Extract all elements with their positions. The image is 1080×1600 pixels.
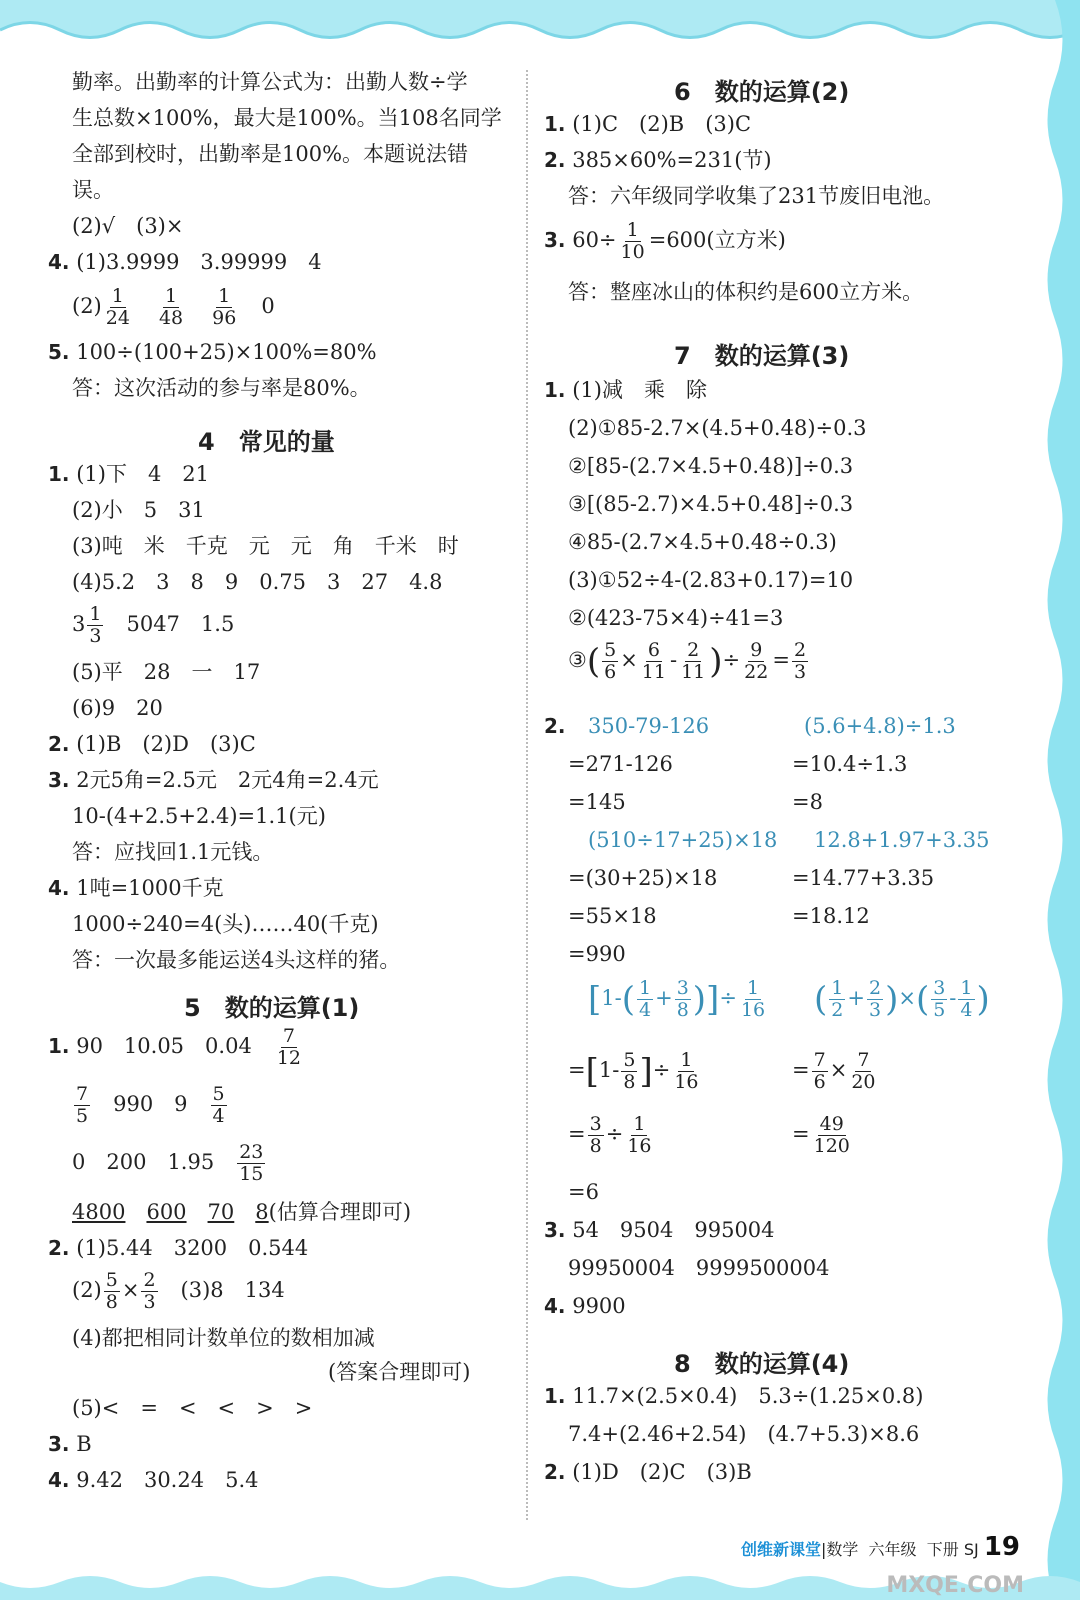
calc-problem: [1-( $\frac{1}{4}$ + $\frac{3}{8}$ )]÷ $\frac{1}{16}$ bbox=[588, 977, 766, 1021]
fraction: $\frac{5}{8}$ bbox=[105, 1269, 118, 1313]
answer-line: ④85-(2.7×4.5+0.48÷0.3) bbox=[568, 530, 837, 554]
calc-problem: 350-79-126 bbox=[588, 714, 710, 738]
answer-line: 4800 600 70 8(估算合理即可) bbox=[72, 1200, 412, 1224]
question-1 bbox=[48, 464, 209, 485]
fraction: $\frac{6}{11}$ bbox=[641, 639, 666, 683]
answer-text: B bbox=[76, 1432, 92, 1456]
question-number: 3. bbox=[544, 1218, 566, 1242]
answer-text: (1)3.9999 3.99999 4 bbox=[76, 250, 322, 274]
calc-step: = $\frac{7}{6}$ × $\frac{7}{20}$ bbox=[792, 1049, 876, 1093]
answer-line: 答：这次活动的参与率是80%。 bbox=[72, 376, 371, 400]
fraction: $\frac{1}{2}$ bbox=[831, 977, 844, 1021]
fraction: $\frac{9}{22}$ bbox=[744, 639, 769, 683]
question-3 bbox=[48, 770, 379, 791]
question-number: 4. bbox=[544, 1294, 566, 1318]
question-2 bbox=[48, 734, 256, 755]
fraction: $\frac{2}{3}$ bbox=[143, 1269, 156, 1313]
answer-text: 54 9504 995004 bbox=[572, 1218, 775, 1242]
question-4 bbox=[48, 1470, 258, 1491]
calc-step: =271-126 bbox=[568, 752, 673, 776]
section-title: 4 常见的量 bbox=[198, 428, 335, 456]
answer-line: (2)小 5 31 bbox=[72, 498, 205, 522]
brand-name: 创维新课堂 bbox=[740, 1540, 821, 1559]
answer-text: 9900 bbox=[572, 1294, 626, 1318]
answer-text: 1吨=1000千克 bbox=[76, 876, 224, 900]
fraction: $\frac{23}{15}$ bbox=[239, 1141, 264, 1185]
calc-step: =14.77+3.35 bbox=[792, 866, 935, 890]
question-number: 4. bbox=[48, 1468, 70, 1492]
answer-line: $\frac{7}{5}$ 990 9 $\frac{5}{4}$ bbox=[76, 1083, 225, 1127]
calc-step: =8 bbox=[792, 790, 823, 814]
answer-text: 100÷(100+25)×100%=80% bbox=[76, 340, 377, 364]
answer-line: 7.4+(2.46+2.54) (4.7+5.3)×8.6 bbox=[568, 1422, 920, 1446]
edition-label: SJ bbox=[963, 1540, 979, 1559]
text-line: 勤率。出勤率的计算公式为：出勤人数÷学 bbox=[72, 70, 468, 94]
answer-text: (1)B (2)D (3)C bbox=[76, 732, 256, 756]
answer-text: 11.7×(2.5×0.4) 5.3÷(1.25×0.8) bbox=[572, 1384, 924, 1408]
fraction: $\frac{1}{16}$ bbox=[740, 977, 766, 1021]
question-1 bbox=[544, 114, 751, 135]
separator: | bbox=[820, 1540, 827, 1559]
fraction: $\frac{1}{96}$ bbox=[212, 285, 237, 329]
answer-line: (5)< = < < > > bbox=[72, 1396, 313, 1420]
question-1: 1. 90 10.05 0.04 $\frac{7}{12}$ bbox=[48, 1025, 301, 1069]
question-number: 2. bbox=[544, 148, 566, 172]
question-3 bbox=[544, 1220, 775, 1241]
answer-text: (1)下 4 21 bbox=[76, 462, 210, 486]
subject-label: 数学 bbox=[826, 1540, 859, 1559]
section-title: 6 数的运算(2) bbox=[674, 78, 850, 106]
column-divider bbox=[526, 70, 528, 1520]
calc-step: = $\frac{49}{120}$ bbox=[792, 1113, 850, 1157]
fraction: $\frac{1}{16}$ bbox=[627, 1113, 652, 1157]
watermark: MXQE.COM bbox=[886, 1573, 1024, 1598]
question-number: 5. bbox=[48, 340, 70, 364]
answer-line: (6)9 20 bbox=[72, 696, 163, 720]
fraction: $\frac{1}{48}$ bbox=[158, 285, 184, 329]
question-number: 2. bbox=[544, 1460, 566, 1484]
text-line: 误。 bbox=[72, 178, 114, 202]
section-title: 8 数的运算(4) bbox=[674, 1350, 850, 1378]
page-number: 19 bbox=[983, 1532, 1020, 1562]
fraction: $\frac{3}{5}$ bbox=[933, 977, 946, 1021]
question-5 bbox=[48, 342, 377, 363]
question-number: 1. bbox=[544, 1384, 566, 1408]
calc-step: =145 bbox=[568, 790, 626, 814]
answer-line: ②(423-75×4)÷41=3 bbox=[568, 606, 784, 630]
calc-step: =55×18 bbox=[568, 904, 657, 928]
answer-line: 0 200 1.95 $\frac{23}{15}$ bbox=[72, 1141, 264, 1185]
answer-line: (2)①85-2.7×(4.5+0.48)÷0.3 bbox=[568, 416, 867, 440]
question-number: 1. bbox=[544, 378, 566, 402]
fraction: $\frac{1}{3}$ bbox=[89, 603, 102, 647]
calc-step: =6 bbox=[568, 1180, 599, 1204]
question-number: 1. bbox=[48, 462, 70, 486]
answer-line: ③[(85-2.7)×4.5+0.48]÷0.3 bbox=[568, 492, 854, 516]
answer-line: ③( $\frac{5}{6}$ × $\frac{6}{11}$ - $\frac{2}{11}$ )÷ $\frac{9}{22}$ = $\frac{2}{3}$ bbox=[568, 639, 807, 683]
top-wave-border bbox=[0, 0, 1080, 62]
question-number: 4. bbox=[48, 876, 70, 900]
question-number: 3. bbox=[544, 227, 566, 252]
fraction: $\frac{3}{8}$ bbox=[676, 977, 689, 1021]
answer-line: (4)5.2 3 8 9 0.75 3 27 4.8 bbox=[72, 570, 443, 594]
fraction-line bbox=[72, 286, 275, 329]
question-number: 3. bbox=[48, 1432, 70, 1456]
answer-note: (答案合理即可) bbox=[328, 1360, 471, 1384]
text-line: 全部到校时，出勤率是100%。本题说法错 bbox=[72, 142, 469, 166]
fraction: $\frac{1}{10}$ bbox=[620, 219, 645, 263]
fraction: $\frac{7}{12}$ bbox=[276, 1025, 301, 1069]
fraction: $\frac{5}{6}$ bbox=[604, 639, 617, 683]
question-2 bbox=[48, 1238, 308, 1259]
page-footer bbox=[731, 1513, 1020, 1562]
answer-text: 0 bbox=[261, 293, 275, 318]
fraction: $\frac{1}{4}$ bbox=[960, 977, 973, 1021]
section-title: 7 数的运算(3) bbox=[674, 342, 850, 370]
question-2 bbox=[544, 150, 772, 171]
answer-text: (1)5.44 3200 0.544 bbox=[76, 1236, 309, 1260]
answer-text: 2元5角=2.5元 2元4角=2.4元 bbox=[76, 768, 379, 792]
calc-problem: 12.8+1.97+3.35 bbox=[814, 828, 990, 852]
answer-line: 3 $\frac{1}{3}$ 5047 1.5 bbox=[72, 603, 235, 647]
answer-text: (2) bbox=[72, 293, 102, 318]
calc-step: =10.4÷1.3 bbox=[792, 752, 908, 776]
answer-line: (4)都把相同计数单位的数相加减 bbox=[72, 1326, 375, 1350]
calc-step: =990 bbox=[568, 942, 626, 966]
answer-line: ②[85-(2.7×4.5+0.48)]÷0.3 bbox=[568, 454, 854, 478]
answer-line: 10-(4+2.5+2.4)=1.1(元) bbox=[72, 804, 326, 828]
question-number: 3. bbox=[48, 768, 70, 792]
section-title: 5 数的运算(1) bbox=[184, 994, 360, 1022]
answer-line: 答：应找回1.1元钱。 bbox=[72, 840, 274, 864]
text-line: 生总数×100%，最大是100%。当108名同学 bbox=[72, 106, 502, 130]
calc-problem: (5.6+4.8)÷1.3 bbox=[804, 714, 956, 738]
answer-line: (3)吨 米 千克 元 元 角 千米 时 bbox=[72, 534, 459, 558]
grade-label: 六年级 bbox=[868, 1540, 917, 1559]
question-3: 3. 60÷ $\frac{1}{10}$ =600(立方米) bbox=[544, 219, 786, 263]
answer-text: 385×60%=231(节) bbox=[572, 148, 772, 172]
question-1 bbox=[544, 1386, 923, 1407]
answer-line: (2) $\frac{5}{8}$ × $\frac{2}{3}$ (3)8 134 bbox=[72, 1269, 285, 1313]
question-number: 4. bbox=[48, 250, 70, 274]
question-4 bbox=[48, 252, 322, 273]
answer-text: (1)C (2)B (3)C bbox=[572, 112, 752, 136]
fraction: $\frac{1}{4}$ bbox=[639, 977, 652, 1021]
fraction: $\frac{7}{20}$ bbox=[851, 1049, 876, 1093]
right-wave-border bbox=[1030, 0, 1080, 1600]
calc-step: = $\frac{3}{8}$ ÷ $\frac{1}{16}$ bbox=[568, 1113, 652, 1157]
answer-line: 1000÷240=4(头)……40(千克) bbox=[72, 912, 379, 936]
fraction: $\frac{1}{16}$ bbox=[674, 1049, 699, 1093]
calc-step: =[1- $\frac{5}{8}$ ]÷ $\frac{1}{16}$ bbox=[568, 1049, 699, 1093]
question-4 bbox=[48, 878, 224, 899]
fraction: $\frac{2}{11}$ bbox=[681, 639, 706, 683]
answer-line: (5)平 28 一 17 bbox=[72, 660, 261, 684]
fraction: $\frac{3}{8}$ bbox=[589, 1113, 602, 1157]
answer-line: 答：六年级同学收集了231节废旧电池。 bbox=[568, 184, 945, 208]
fraction: $\frac{7}{5}$ bbox=[76, 1083, 89, 1127]
fraction: $\frac{1}{24}$ bbox=[105, 285, 130, 329]
term-label: 下册 bbox=[926, 1540, 959, 1559]
answer-line: 答：一次最多能运送4头这样的猪。 bbox=[72, 948, 401, 972]
question-2 bbox=[544, 1462, 752, 1483]
fraction: $\frac{5}{8}$ bbox=[623, 1049, 636, 1093]
fraction: $\frac{49}{120}$ bbox=[813, 1113, 850, 1157]
question-number: 2. bbox=[48, 732, 70, 756]
text-line: (2)√ (3)× bbox=[72, 214, 184, 238]
question-4 bbox=[544, 1296, 626, 1317]
question-number: 1. bbox=[48, 1033, 70, 1058]
answer-line: (3)①52÷4-(2.83+0.17)=10 bbox=[568, 568, 854, 592]
calc-step: =18.12 bbox=[792, 904, 870, 928]
fraction: $\frac{2}{3}$ bbox=[793, 639, 807, 683]
answer-text: 9.42 30.24 5.4 bbox=[76, 1468, 259, 1492]
answer-line: 答：整座冰山的体积约是600立方米。 bbox=[568, 280, 924, 304]
question-number: 2. bbox=[544, 714, 566, 738]
question-1 bbox=[544, 380, 707, 401]
answer-line: 99950004 9999500004 bbox=[568, 1256, 830, 1280]
answer-text: (1)D (2)C (3)B bbox=[572, 1460, 752, 1484]
calc-problem: ( $\frac{1}{2}$ + $\frac{2}{3}$ )×( $\frac{3}{5}$ - $\frac{1}{4}$ ) bbox=[814, 977, 990, 1021]
fraction: $\frac{2}{3}$ bbox=[868, 977, 882, 1021]
fraction: $\frac{7}{6}$ bbox=[813, 1049, 826, 1093]
calc-step: =(30+25)×18 bbox=[568, 866, 718, 890]
answer-text: (1)减 乘 除 bbox=[572, 378, 707, 402]
question-number: 1. bbox=[544, 112, 566, 136]
question-2 bbox=[544, 716, 566, 737]
calc-problem: (510÷17+25)×18 bbox=[588, 828, 778, 852]
question-3 bbox=[48, 1434, 92, 1455]
fraction: $\frac{5}{4}$ bbox=[212, 1083, 225, 1127]
question-number: 2. bbox=[48, 1236, 70, 1260]
